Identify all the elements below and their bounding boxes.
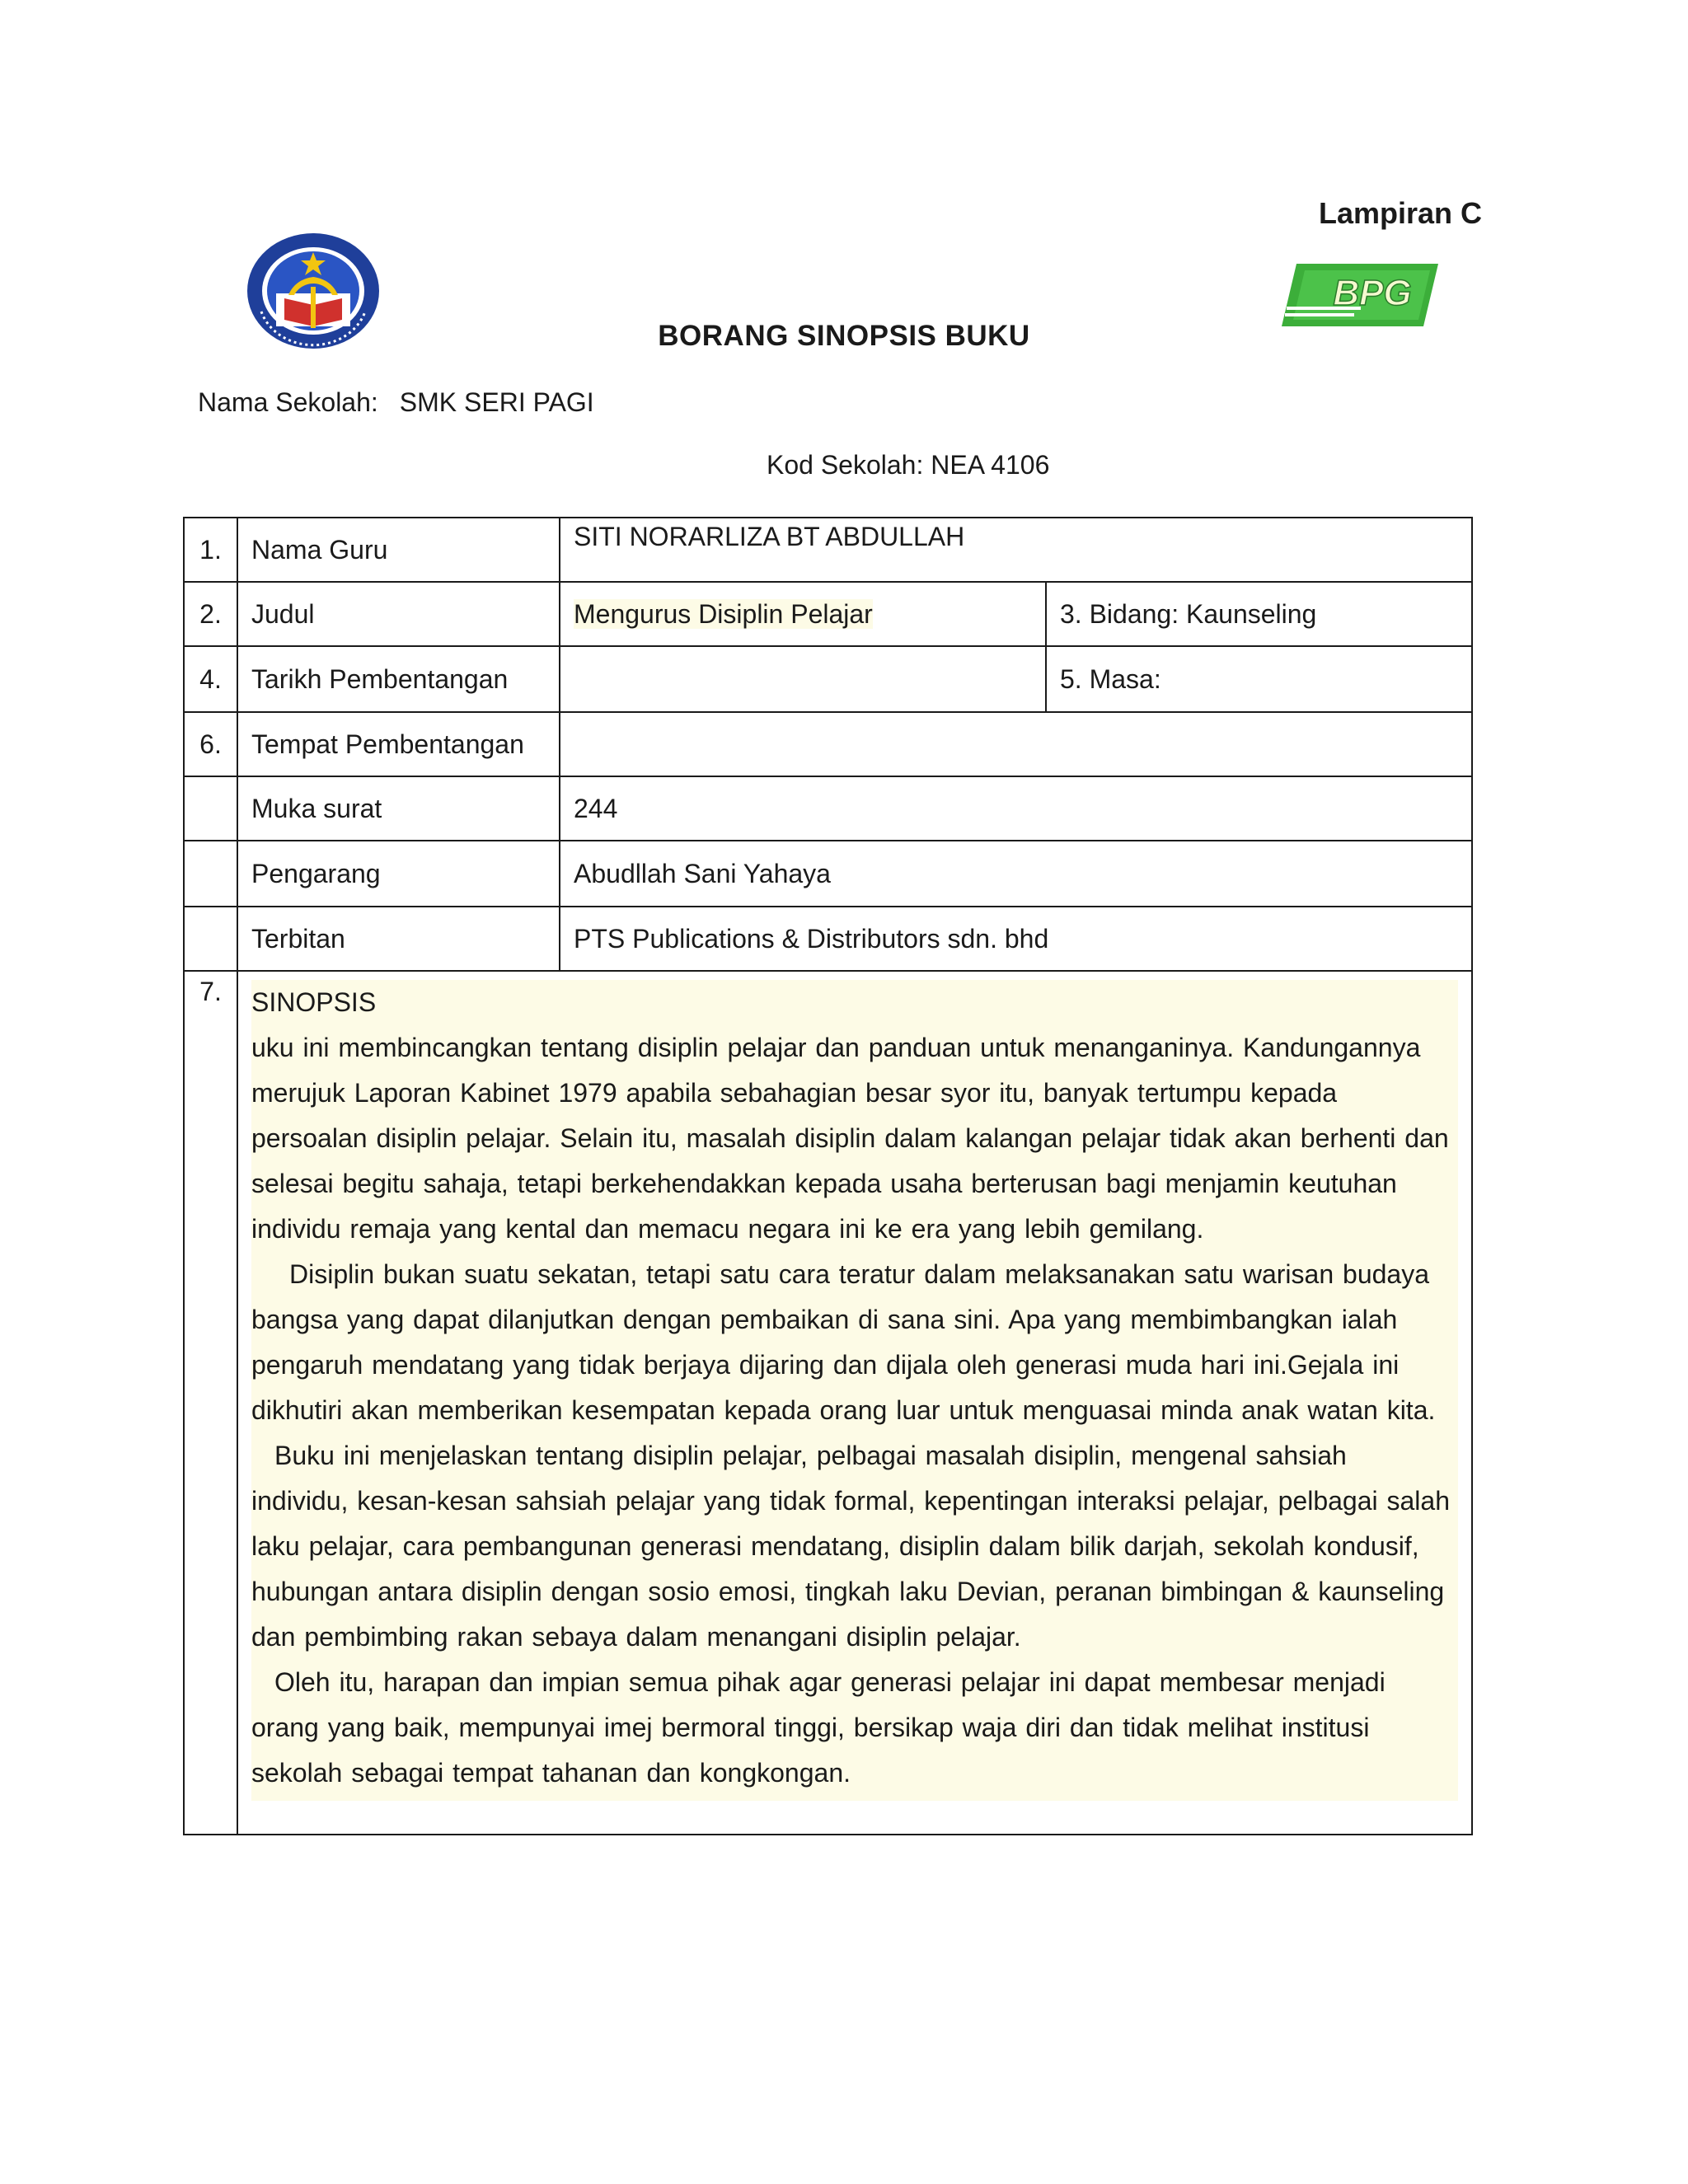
row-number xyxy=(184,841,237,907)
synopsis-box xyxy=(251,980,1458,1801)
row-label-tarikh: Tarikh Pembentangan xyxy=(237,646,560,712)
school-name-label: Nama Sekolah: xyxy=(198,387,378,417)
form-title: BORANG SINOPSIS BUKU xyxy=(658,320,1030,352)
table-row xyxy=(184,518,1472,582)
row-number: 4. xyxy=(184,646,237,712)
row-number xyxy=(184,776,237,841)
row-number: 2. xyxy=(184,582,237,646)
table-row xyxy=(184,582,1472,646)
school-code-value: NEA 4106 xyxy=(931,450,1050,480)
row-label-muka-surat: Muka surat xyxy=(237,776,560,841)
row-label-nama-guru: Nama Guru xyxy=(237,518,560,582)
table-row xyxy=(184,776,1472,841)
row-label-tempat: Tempat Pembentangan xyxy=(237,712,560,776)
lampiran-label: Lampiran C xyxy=(1319,196,1483,230)
school-code-label: Kod Sekolah: xyxy=(767,450,924,480)
row-label-terbitan: Terbitan xyxy=(237,907,560,971)
row-number: 1. xyxy=(184,518,237,582)
school-code-line xyxy=(767,450,1049,480)
table-row-synopsis xyxy=(184,971,1472,1835)
row-number: 7. xyxy=(184,971,237,1835)
school-name-line xyxy=(198,387,594,418)
synopsis-paragraph: Oleh itu, harapan dan impian semua pihak agar generasi pelajar ini dapat membesar menjadi orang yang baik, mempunyai imej bermoral tinggi, bersikap waja diri dan tidak melihat institusi sekolah sebagai tempat tahanan dan kongkongan. xyxy=(251,1667,1386,1788)
row-label-judul: Judul xyxy=(237,582,560,646)
row-number: 6. xyxy=(184,712,237,776)
row-masa: 5. Masa: xyxy=(1046,646,1472,712)
synopsis-paragraph: Disiplin bukan suatu sekatan, tetapi satu cara teratur dalam melaksanakan satu warisan budaya bangsa yang dapat dilanjutkan dengan pembaikan di sana sini. Apa yang membimbangkan ialah pengaruh mendatang yang tidak berjaya dijaring dan dijala oleh generasi muda hari ini.Gejala ini dikhutiri akan memberikan kesempatan kepada orang luar untuk menguasai minda anak watan kita. xyxy=(251,1259,1436,1425)
table-row xyxy=(184,907,1472,971)
synopsis-paragraph: Buku ini menjelaskan tentang disiplin pelajar, pelbagai masalah disiplin, mengenal sahsiah individu, kesan-kesan sahsiah pelajar yang tidak formal, kepentingan interaksi pelajar, pelbagai salah laku pelajar, cara pembangunan generasi mendatang, disiplin dalam bilik darjah, sekolah kondusif, hubungan antara disiplin dengan sosio emosi, tingkah laku Devian, peranan bimbingan & kaunseling dan pembimbing rakan sebaya dalam menangani disiplin pelajar. xyxy=(251,1441,1450,1652)
synopsis-title: SINOPSIS xyxy=(251,987,377,1017)
row-number xyxy=(184,907,237,971)
judul-value-text: Mengurus Disiplin Pelajar xyxy=(574,598,873,629)
row-value-muka-surat: 244 xyxy=(560,776,1472,841)
row-value-tarikh xyxy=(560,646,1046,712)
row-value-pengarang: Abudllah Sani Yahaya xyxy=(560,841,1472,907)
row-bidang: 3. Bidang: Kaunseling xyxy=(1046,582,1472,646)
synopsis-cell xyxy=(237,971,1472,1835)
row-value-judul xyxy=(560,582,1046,646)
school-name-value: SMK SERI PAGI xyxy=(399,387,594,417)
row-value-tempat xyxy=(560,712,1472,776)
bpg-logo-text: BPG xyxy=(1333,273,1412,313)
table-row xyxy=(184,841,1472,907)
synopsis-paragraph: uku ini membincangkan tentang disiplin pelajar dan panduan untuk menanganinya. Kandungannya merujuk Laporan Kabinet 1979 apabila sebahagian besar syor itu, banyak tertumpu kepada persoalan disiplin pelajar. Selain itu, masalah disiplin dalam kalangan pelajar tidak akan berhenti dan selesai begitu sahaja, tetapi berkehendakkan kepada usaha berterusan bagi menjamin keutuhan individu remaja yang kental dan memacu negara ini ke era yang lebih gemilang. xyxy=(251,1033,1449,1244)
table-row xyxy=(184,646,1472,712)
row-label-pengarang: Pengarang xyxy=(237,841,560,907)
row-value-nama-guru: SITI NORARLIZA BT ABDULLAH xyxy=(560,518,1472,582)
table-row xyxy=(184,712,1472,776)
synopsis-form-table xyxy=(183,517,1473,1835)
row-value-terbitan: PTS Publications & Distributors sdn. bhd xyxy=(560,907,1472,971)
